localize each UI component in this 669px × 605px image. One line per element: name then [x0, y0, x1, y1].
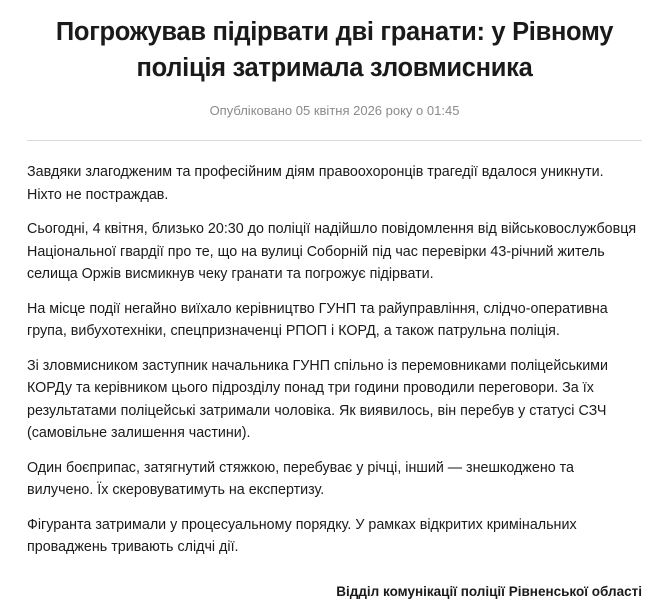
- article-body: [27, 161, 642, 559]
- paragraph: Зі зловмисником заступник начальника ГУНП спільно із перемовниками поліцейськими КОРДу та керівником цього підрозділу понад три години проводили переговори. За їх результатами поліцейські затримали чоловіка. Як виявилось, він перебув у статусі СЗЧ (самовільне залишення частини).: [27, 357, 608, 441]
- article: [27, 0, 642, 571]
- paragraph: Сьогодні, 4 квітня, близько 20:30 до поліції надійшло повідомлення від військовослужбовця Національної гвардії про те, що на вулиці Соборній під час перевірки 43-річний житель селища Оржів висмикнув чеку гранати та погрожує підірвати.: [27, 221, 637, 282]
- divider: [27, 140, 642, 141]
- paragraph: На місце події негайно виїхало керівництво ГУНП та райуправління, слідчо-оперативна група, вибухотехніки, спецпризначенці РПОП і КОРД, а також патрульна поліція.: [27, 300, 608, 339]
- publish-date: Опубліковано 05 квітня 2026 року о 01:45: [209, 103, 460, 118]
- article-signature: Відділ комунікації поліції Рівненської області: [336, 584, 642, 599]
- paragraph: Завдяки злагодженим та професійним діям правоохоронців трагедії вдалося уникнути. Ніхто не постраждав.: [27, 164, 604, 203]
- paragraph: Один боєприпас, затягнутий стяжкою, перебуває у річці, інший — знешкоджено та вилучено. Їх скеровуватимуть на експертизу.: [27, 459, 574, 498]
- paragraph: Фігуранта затримали у процесуальному порядку. У рамках відкритих кримінальних проваджень тривають слідчі дії.: [27, 516, 577, 555]
- article-title: Погрожував підірвати дві гранати: у Рівному поліція затримала зловмисника: [55, 18, 614, 82]
